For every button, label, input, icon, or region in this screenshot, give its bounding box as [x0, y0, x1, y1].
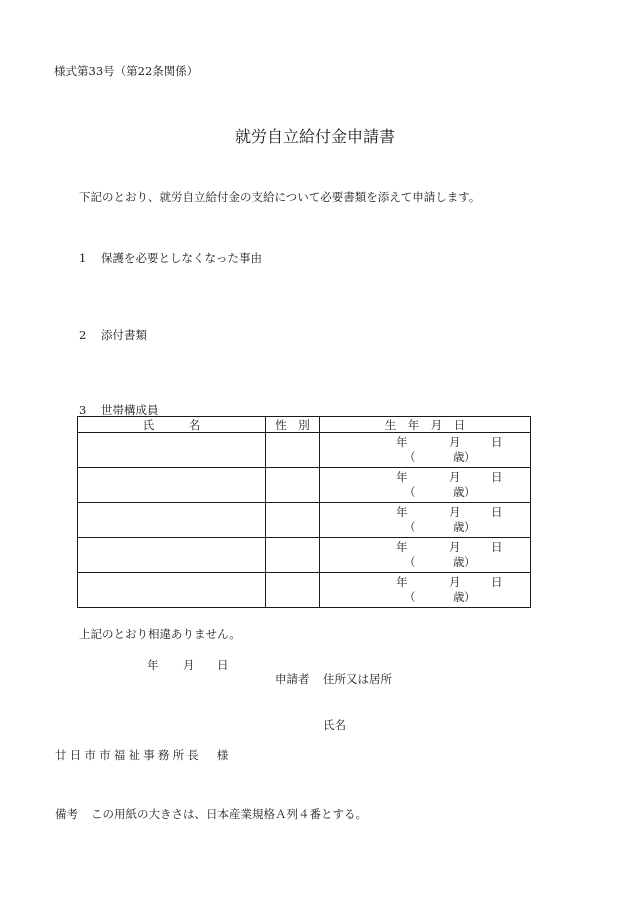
name-cell[interactable]: [78, 503, 266, 538]
gender-cell[interactable]: [266, 538, 320, 573]
paren-close: ）: [464, 485, 476, 499]
paren-close: ）: [464, 555, 476, 569]
household-members-table: [77, 416, 531, 608]
table-row: [78, 433, 531, 468]
age-label: 歳: [453, 520, 465, 534]
addressee: 廿日市市福祉事務所長 様: [55, 748, 232, 762]
header-name: 氏 名: [78, 417, 266, 433]
header-birthdate: 生 年 月 日: [320, 417, 531, 433]
certification-text: 上記のとおり相違ありません。: [79, 627, 241, 641]
paren-close: ）: [464, 520, 476, 534]
date-year-label: 年: [147, 658, 159, 672]
gender-cell[interactable]: [266, 573, 320, 608]
birthdate-cell[interactable]: [320, 573, 531, 608]
form-number: 様式第33号（第22条関係）: [54, 64, 199, 78]
month-label: 月: [449, 540, 461, 554]
section-number: 1: [79, 251, 87, 265]
section-label: 世帯構成員: [101, 403, 159, 417]
address-label: 住所又は居所: [323, 672, 392, 686]
name-cell[interactable]: [78, 468, 266, 503]
name-cell[interactable]: [78, 538, 266, 573]
gender-cell[interactable]: [266, 468, 320, 503]
gender-cell[interactable]: [266, 433, 320, 468]
birthdate-cell[interactable]: [320, 468, 531, 503]
age-label: 歳: [453, 555, 465, 569]
age-label: 歳: [453, 450, 465, 464]
document-title: 就労自立給付金申請書: [234, 127, 395, 146]
intro-text: 下記のとおり、就労自立給付金の支給について必要書類を添えて申請します。: [79, 190, 481, 204]
month-label: 月: [449, 575, 461, 589]
paren-close: ）: [464, 450, 476, 464]
month-label: 月: [449, 505, 461, 519]
year-label: 年: [396, 470, 408, 484]
day-label: 日: [491, 470, 503, 484]
paren-open: （: [404, 590, 416, 604]
name-cell[interactable]: [78, 433, 266, 468]
table-row: [78, 503, 531, 538]
paren-open: （: [404, 555, 416, 569]
birthdate-cell[interactable]: [320, 538, 531, 573]
year-label: 年: [396, 540, 408, 554]
month-label: 月: [449, 435, 461, 449]
table-header-row: [78, 417, 531, 433]
age-label: 歳: [453, 590, 465, 604]
section-reason: [79, 250, 262, 266]
age-label: 歳: [453, 485, 465, 499]
year-label: 年: [396, 435, 408, 449]
gender-cell[interactable]: [266, 503, 320, 538]
paren-open: （: [404, 520, 416, 534]
section-label: 保護を必要としなくなった事由: [101, 251, 262, 265]
month-label: 月: [449, 470, 461, 484]
date-day-label: 日: [217, 658, 229, 672]
paren-open: （: [404, 485, 416, 499]
day-label: 日: [491, 505, 503, 519]
year-label: 年: [396, 505, 408, 519]
section-number: 2: [79, 328, 87, 342]
day-label: 日: [491, 575, 503, 589]
applicant-label: 申請者: [275, 672, 310, 686]
date-month-label: 月: [183, 658, 195, 672]
name-cell[interactable]: [78, 573, 266, 608]
remarks: [55, 806, 367, 822]
table-row: [78, 468, 531, 503]
applicant-name-label: 氏名: [323, 718, 346, 732]
remarks-text: この用紙の大きさは、日本産業規格Ａ列４番とする。: [91, 807, 367, 821]
birthdate-cell[interactable]: [320, 433, 531, 468]
section-attachments: [79, 327, 147, 343]
paren-close: ）: [464, 590, 476, 604]
table-row: [78, 538, 531, 573]
section-number: 3: [79, 403, 87, 417]
table-row: [78, 573, 531, 608]
year-label: 年: [396, 575, 408, 589]
header-gender: 性 別: [266, 417, 320, 433]
day-label: 日: [491, 540, 503, 554]
remarks-label: 備考: [55, 807, 78, 821]
day-label: 日: [491, 435, 503, 449]
birthdate-cell[interactable]: [320, 503, 531, 538]
paren-open: （: [404, 450, 416, 464]
section-label: 添付書類: [101, 328, 147, 342]
